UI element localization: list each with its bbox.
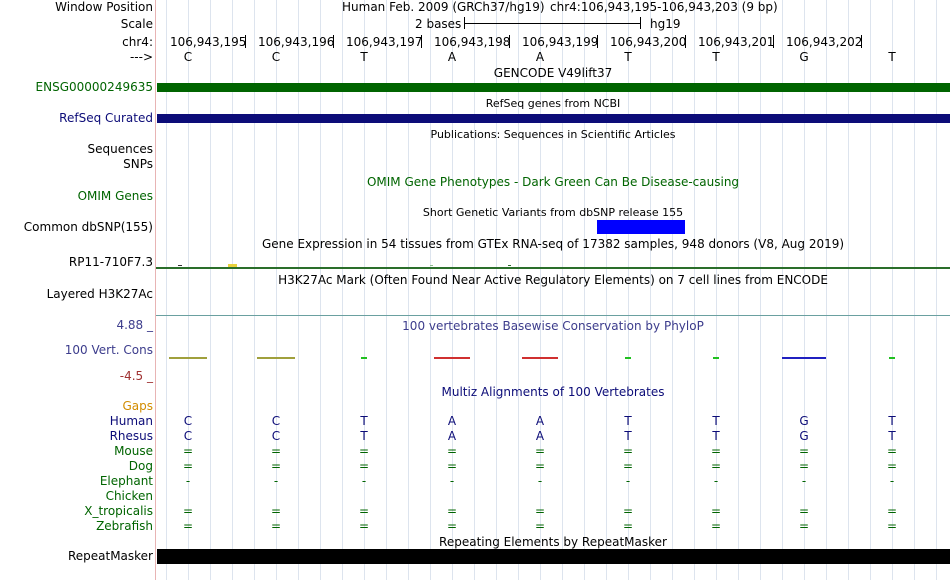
alignment-base: = <box>270 459 282 473</box>
chrom-label: chr4: <box>122 35 153 49</box>
conservation-mark <box>434 357 470 359</box>
sequence-base: C <box>183 50 193 64</box>
alignment-base: = <box>534 504 546 518</box>
alignment-base: - <box>713 474 719 488</box>
alignment-base: - <box>889 474 895 488</box>
ruler-position: 106,943,202 <box>786 35 863 49</box>
gtex-bar <box>508 265 511 266</box>
alignment-base: = <box>270 504 282 518</box>
alignment-base: A <box>535 414 545 428</box>
conservation-mark <box>713 357 719 359</box>
sequence-base: G <box>799 50 809 64</box>
alignment-base: = <box>622 459 634 473</box>
refseq-gene-bar[interactable] <box>157 114 950 123</box>
position-coords[interactable]: chr4:106,943,195-106,943,203 (9 bp) <box>550 0 778 14</box>
omim-label[interactable]: OMIM Genes <box>77 189 153 203</box>
sequence-base: T <box>360 50 368 64</box>
alignment-base: = <box>182 444 194 458</box>
gtex-title: Gene Expression in 54 tissues from GTEx RNA-seq of 17382 samples, 948 donors (V8, Aug 2019) <box>261 237 845 251</box>
conservation-mark <box>522 357 558 359</box>
alignment-base: = <box>358 444 370 458</box>
alignment-base: = <box>446 519 458 533</box>
conservation-mark <box>169 357 207 359</box>
conservation-ymax: 4.88 _ <box>116 318 153 332</box>
conservation-mark <box>257 357 295 359</box>
alignment-base: T <box>360 414 368 428</box>
dbsnp-label[interactable]: Common dbSNP(155) <box>23 220 153 234</box>
sequence-base: A <box>535 50 545 64</box>
omim-title: OMIM Gene Phenotypes - Dark Green Can Be Disease-causing <box>366 175 740 189</box>
alignment-base: = <box>710 444 722 458</box>
alignment-base: = <box>710 504 722 518</box>
repeatmasker-label[interactable]: RepeatMasker <box>67 549 153 563</box>
alignment-base: = <box>886 519 898 533</box>
dbsnp-variant[interactable] <box>597 220 685 234</box>
species-label[interactable]: Elephant <box>99 474 153 488</box>
alignment-base: = <box>798 459 810 473</box>
alignment-base: = <box>798 444 810 458</box>
alignment-base: = <box>886 444 898 458</box>
conservation-mark <box>625 357 631 359</box>
repeatmasker-title: Repeating Elements by RepeatMasker <box>439 535 667 549</box>
alignment-base: T <box>888 429 896 443</box>
conservation-mark <box>361 357 367 359</box>
alignment-base: T <box>712 414 720 428</box>
scale-text: 2 bases <box>415 17 462 31</box>
multiz-title: Multiz Alignments of 100 Vertebrates <box>441 385 665 399</box>
alignment-base: - <box>537 474 543 488</box>
scale-bar <box>464 23 641 24</box>
alignment-base: = <box>182 459 194 473</box>
gencode-gene-label[interactable]: ENSG00000249635 <box>35 80 153 94</box>
conservation-mark <box>782 357 826 359</box>
alignment-base: C <box>271 429 281 443</box>
ruler-position: 106,943,200 <box>610 35 687 49</box>
species-label[interactable]: Mouse <box>114 444 153 458</box>
alignment-base: = <box>534 459 546 473</box>
alignment-base: A <box>447 414 457 428</box>
alignment-base: = <box>270 444 282 458</box>
sequences-label[interactable]: Sequences <box>87 142 153 156</box>
alignment-base: = <box>798 504 810 518</box>
snps-label[interactable]: SNPs <box>123 157 153 171</box>
species-label[interactable]: Chicken <box>105 489 153 503</box>
ruler-position: 106,943,198 <box>434 35 511 49</box>
gtex-bar <box>178 265 182 266</box>
alignment-base: G <box>799 429 809 443</box>
track-left-border <box>155 0 156 580</box>
alignment-base: C <box>183 414 193 428</box>
alignment-base: = <box>358 459 370 473</box>
refseq-label[interactable]: RefSeq Curated <box>59 111 153 125</box>
scale-db: hg19 <box>650 17 681 31</box>
sequence-base: A <box>447 50 457 64</box>
alignment-base: = <box>886 504 898 518</box>
gencode-gene-bar[interactable] <box>157 83 950 92</box>
alignment-base: - <box>449 474 455 488</box>
alignment-base: - <box>625 474 631 488</box>
conservation-mark <box>889 357 895 359</box>
publications-title: Publications: Sequences in Scientific Articles <box>430 128 676 141</box>
conservation-label[interactable]: 100 Vert. Cons <box>64 343 153 357</box>
alignment-base: = <box>710 459 722 473</box>
alignment-base: C <box>271 414 281 428</box>
species-label[interactable]: Human <box>109 414 153 428</box>
alignment-base: = <box>446 504 458 518</box>
repeatmasker-bar[interactable] <box>157 549 950 564</box>
alignment-base: - <box>185 474 191 488</box>
refseq-title: RefSeq genes from NCBI <box>485 97 621 110</box>
track-separator <box>156 315 950 316</box>
alignment-base: = <box>182 504 194 518</box>
alignment-base: = <box>358 519 370 533</box>
gaps-label: Gaps <box>122 399 153 413</box>
track-separator <box>156 267 950 269</box>
assembly-name: Human Feb. 2009 (GRCh37/hg19) <box>342 0 545 14</box>
scale-label: Scale <box>120 17 153 31</box>
alignment-base: T <box>360 429 368 443</box>
alignment-base: C <box>183 429 193 443</box>
sequence-base: T <box>712 50 720 64</box>
alignment-base: - <box>801 474 807 488</box>
alignment-base: = <box>886 459 898 473</box>
alignment-base: = <box>710 519 722 533</box>
gencode-title: GENCODE V49lift37 <box>493 66 613 80</box>
ruler-position: 106,943,201 <box>698 35 775 49</box>
alignment-base: - <box>361 474 367 488</box>
alignment-base: T <box>888 414 896 428</box>
alignment-base: = <box>446 444 458 458</box>
scale-bar-right <box>640 17 641 29</box>
h3k27ac-label[interactable]: Layered H3K27Ac <box>46 287 153 301</box>
alignment-base: - <box>273 474 279 488</box>
alignment-base: = <box>798 519 810 533</box>
conservation-ymin: -4.5 _ <box>119 369 153 383</box>
strand-label: ---> <box>129 50 153 64</box>
alignment-base: = <box>534 519 546 533</box>
species-label[interactable]: Rhesus <box>109 429 153 443</box>
sequence-base: T <box>888 50 896 64</box>
species-label[interactable]: X_tropicalis <box>84 504 153 518</box>
alignment-base: = <box>534 444 546 458</box>
species-label[interactable]: Dog <box>128 459 153 473</box>
alignment-base: = <box>270 519 282 533</box>
ruler-position: 106,943,199 <box>522 35 599 49</box>
alignment-base: A <box>447 429 457 443</box>
species-label[interactable]: Zebrafish <box>96 519 153 533</box>
alignment-base: = <box>622 519 634 533</box>
alignment-base: G <box>799 414 809 428</box>
alignment-base: T <box>712 429 720 443</box>
conservation-title: 100 vertebrates Basewise Conservation by PhyloP <box>402 319 704 333</box>
gtex-bar <box>430 265 433 266</box>
alignment-base: = <box>358 504 370 518</box>
sequence-base: T <box>624 50 632 64</box>
gtex-gene-label[interactable]: RP11-710F7.3 <box>68 255 153 269</box>
alignment-base: T <box>624 414 632 428</box>
alignment-base: = <box>622 504 634 518</box>
ruler-position: 106,943,197 <box>346 35 423 49</box>
dbsnp-title: Short Genetic Variants from dbSNP release 155 <box>422 206 684 219</box>
ruler-position: 106,943,196 <box>258 35 335 49</box>
h3k27ac-title: H3K27Ac Mark (Often Found Near Active Regulatory Elements) on 7 cell lines from ENCODE <box>278 273 828 287</box>
alignment-base: = <box>182 519 194 533</box>
alignment-base: A <box>535 429 545 443</box>
alignment-base: = <box>446 459 458 473</box>
sequence-base: C <box>271 50 281 64</box>
alignment-base: = <box>622 444 634 458</box>
ruler-position: 106,943,195 <box>170 35 247 49</box>
alignment-base: T <box>624 429 632 443</box>
window-position-label: Window Position <box>55 0 153 14</box>
